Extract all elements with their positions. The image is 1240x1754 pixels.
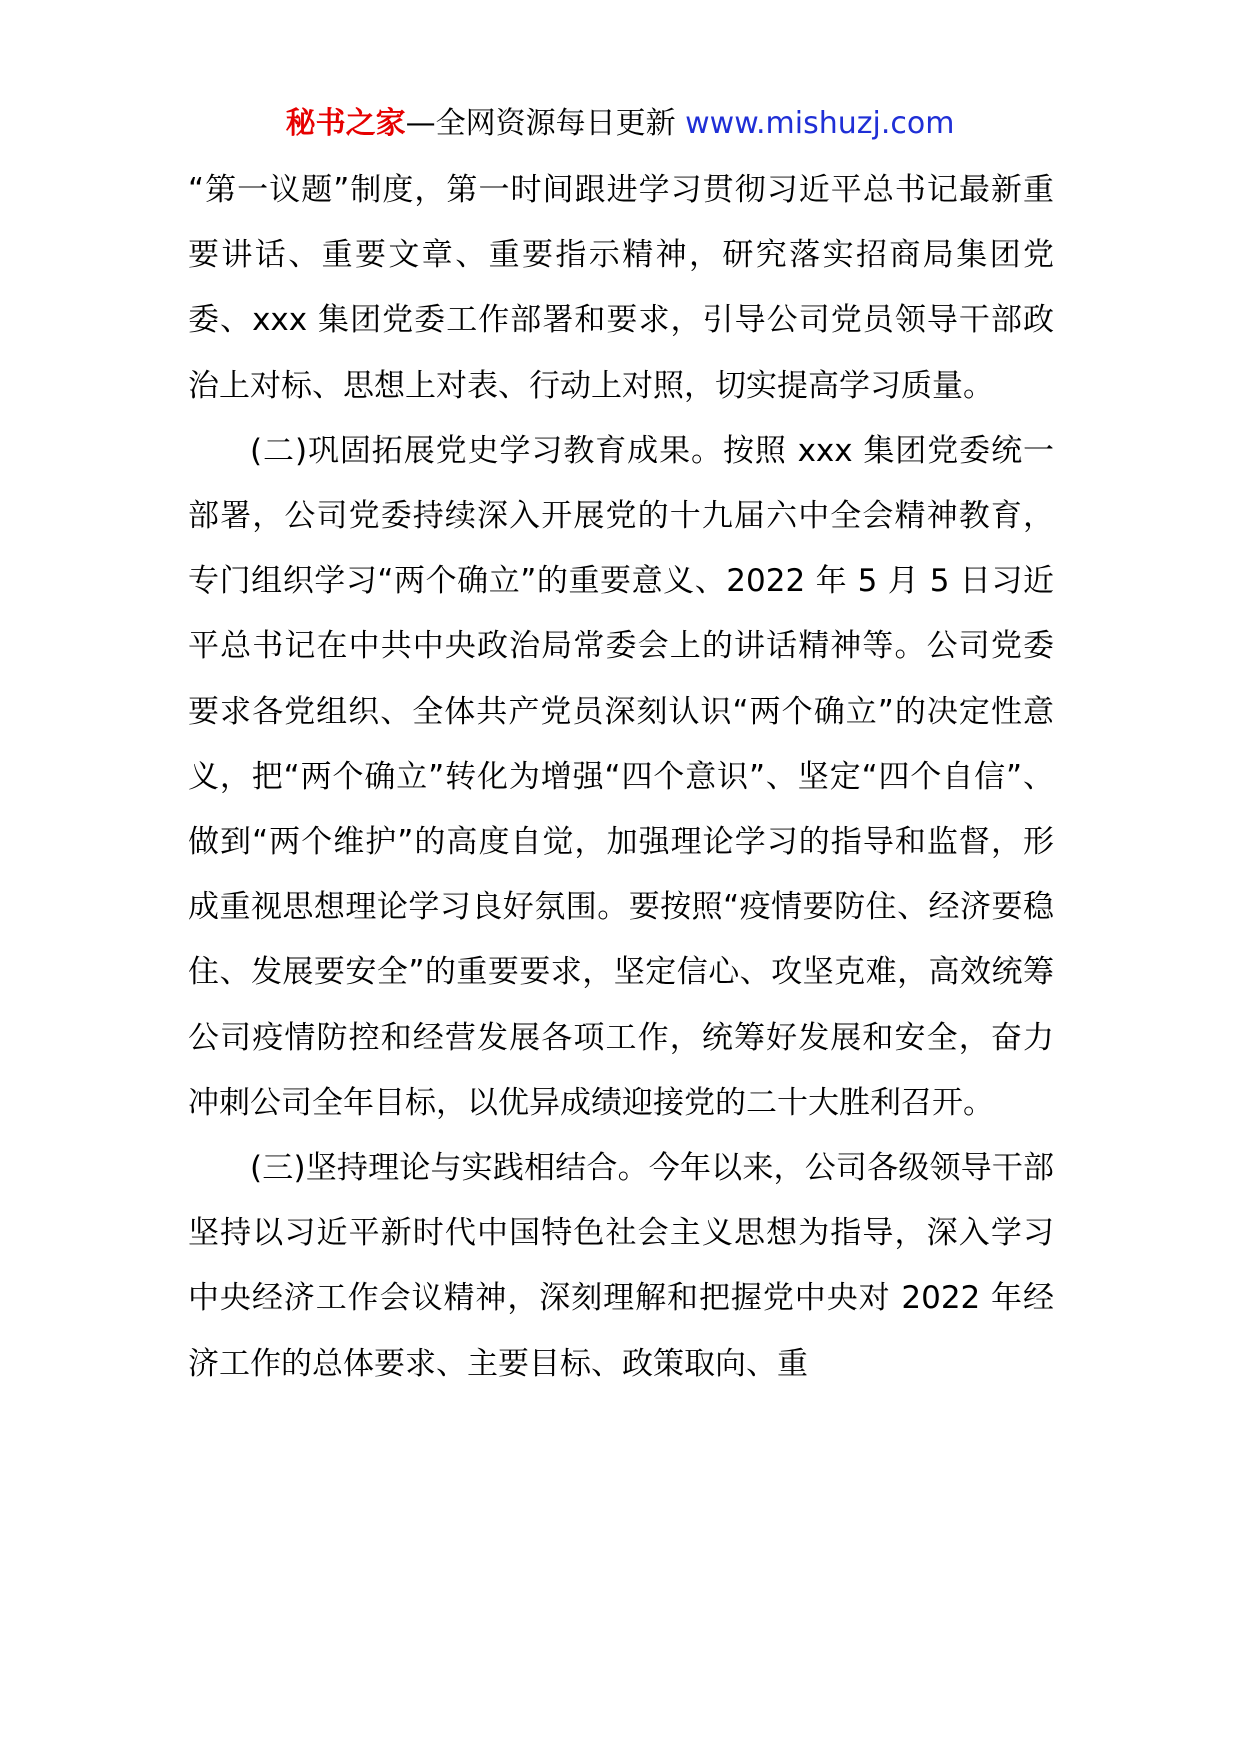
header-tagline: —全网资源每日更新 [405,106,676,141]
document-body [188,158,1054,1397]
header-brand: 秘书之家 [285,106,406,141]
page-header [0,104,1240,144]
paragraph-section-2: (二)巩固拓展党史学习教育成果。按照 xxx 集团党委统一部署，公司党委持续深入开展党的十九届六中全会精神教育，专门组织学习“两个确立”的重要意义、2022 年 5 月 5 日习近平总书记在中共中央政治局常委会上的讲话精神等。公司党委要求各党组织、全体共产党员深刻认识“两个确立”的决定性意义，把“两个确立”转化为增强“四个意识”、坚定“四个自信”、做到“两个维护”的高度自觉，加强理论学习的指导和监督，形成重视思想理论学习良好氛围。要按照“疫情要防住、经济要稳住、发展要安全”的重要要求，坚定信心、攻坚克难，高效统筹公司疫情防控和经营发展各项工作，统筹好发展和安全，奋力冲刺公司全年目标，以优异成绩迎接党的二十大胜利召开。 [188,432,1054,1121]
paragraph-section-3: (三)坚持理论与实践相结合。今年以来，公司各级领导干部坚持以习近平新时代中国特色社会主义思想为指导，深入学习中央经济工作会议精神，深刻理解和把握党中央对 2022 年经济工作的总体要求、主要目标、政策取向、重 [188,1150,1054,1382]
paragraph-continuation: “第一议题”制度，第一时间跟进学习贯彻习近平总书记最新重要讲话、重要文章、重要指示精神，研究落实招商局集团党委、xxx 集团党委工作部署和要求，引导公司党员领导干部政治上对标、思想上对表、行动上对照，切实提高学习质量。 [188,172,1054,404]
header-url-link[interactable]: www.mishuzj.com [685,106,955,141]
